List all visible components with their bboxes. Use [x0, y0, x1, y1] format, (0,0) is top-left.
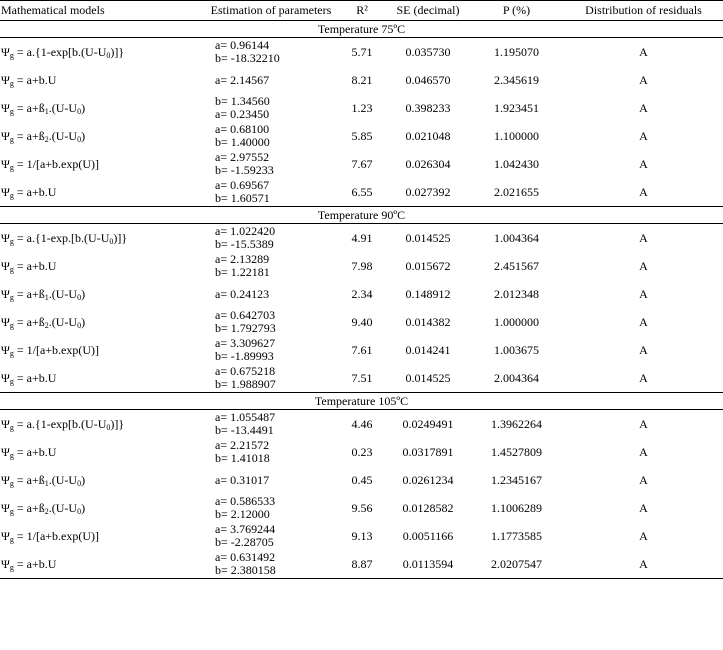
params-cell: [205, 550, 337, 579]
model-cell: $\Psi_g = a.\{1-\exp[b.(U-U_0)]\}$: [1, 416, 125, 432]
model-cell: $\Psi_g = a+b.U$: [1, 444, 57, 460]
params-cell: [205, 522, 337, 550]
se-cell: 0.026304: [405, 156, 451, 171]
se-cell: 0.0249491: [402, 416, 454, 431]
model-cell: $\Psi_g = a.\{1-\exp[b.(U-U_0)]\}$: [1, 44, 125, 60]
p-cell: 1.3962264: [491, 416, 542, 431]
model-cell: $\Psi_g = a+b.U$: [0, 178, 205, 207]
model-cell: $\Psi_g = a+b.U$: [1, 72, 57, 88]
model-cell: $\Psi_g$ = $a+ß_2.(U-U_0)$: [1, 128, 86, 144]
dist-cell: A: [639, 444, 648, 459]
p-cell: 1.1006289: [491, 500, 542, 515]
model-cell: $\Psi_g$ = $a+ß_2.(U-U_0)$: [1, 314, 86, 330]
table-row: [0, 280, 723, 308]
param-line-1: a= 0.31017: [215, 472, 270, 487]
dist-cell: A: [639, 72, 648, 87]
se-cell: 0.0128582: [402, 500, 454, 515]
p-cell: 1.042430: [494, 156, 539, 171]
dist-cell: A: [639, 286, 648, 301]
section-title: Temperature 105ºC: [0, 393, 723, 410]
param-line-1: b= 1.34560: [215, 94, 270, 108]
r2-cell: 9.56: [351, 500, 373, 515]
se-cell: 0.014525: [387, 364, 469, 393]
se-cell: 0.014525: [405, 230, 451, 245]
param-line-2: b= -2.28705: [215, 535, 274, 549]
r2-cell: 9.13: [351, 528, 373, 543]
dist-cell: A: [639, 342, 648, 357]
r2-cell: 4.46: [351, 416, 373, 431]
param-line-1: a= 0.24123: [215, 286, 270, 301]
p-cell: 1.2345167: [491, 472, 542, 487]
param-line-2: b= -1.89993: [215, 349, 274, 363]
se-cell: 0.014382: [405, 314, 451, 329]
p-cell: 2.345619: [494, 72, 539, 87]
model-cell: $\Psi_g$ = $a+ß_1.(U-U_0)$: [1, 472, 86, 488]
table-row: [0, 336, 723, 364]
param-line-2: b= 1.40000: [215, 135, 270, 149]
param-line-1: a= 0.69567: [215, 178, 270, 192]
param-line-1: a= 2.14567: [215, 72, 270, 87]
se-cell: 0.046570: [405, 72, 451, 87]
model-cell: $\Psi_g = a+b.U$: [0, 550, 205, 579]
param-line-2: b= 1.60571: [215, 191, 270, 205]
params-cell: [205, 122, 337, 150]
p-cell: 1.195070: [494, 44, 539, 59]
table-row: [0, 38, 723, 67]
dist-cell: A: [639, 156, 648, 171]
params-cell: [205, 224, 337, 253]
table-row: [0, 150, 723, 178]
param-line-1: a= 2.13289: [215, 252, 270, 266]
dist-cell: A: [564, 550, 723, 579]
se-cell: 0.021048: [405, 128, 451, 143]
se-cell: 0.0051166: [402, 528, 454, 543]
dist-cell: A: [639, 472, 648, 487]
params-cell: [205, 178, 337, 207]
dist-cell: A: [639, 44, 648, 59]
table-row: [0, 522, 723, 550]
section-title: Temperature 90ºC: [0, 207, 723, 224]
model-cell: $\Psi_g = 1/[a+b.\exp(U)]$: [1, 342, 100, 358]
r2-cell: 8.21: [351, 72, 373, 87]
r2-cell: 8.87: [337, 550, 387, 579]
params-cell: [205, 364, 337, 393]
params-cell: [205, 66, 337, 94]
params-cell: [205, 252, 337, 280]
p-cell: 2.451567: [494, 258, 539, 273]
dist-cell: A: [639, 100, 648, 115]
r2-cell: 5.85: [351, 128, 373, 143]
r2-cell: 7.98: [351, 258, 373, 273]
table-row: [0, 438, 723, 466]
params-cell: [205, 438, 337, 466]
table-row: [0, 122, 723, 150]
p-cell: 1.923451: [494, 100, 539, 115]
section-header-row: [0, 393, 723, 410]
header-row: [0, 1, 723, 21]
model-cell: $\Psi_g$ = $a+ß_2.(U-U_0)$: [1, 500, 86, 516]
param-line-1: a= 0.631492: [215, 550, 276, 564]
header-se: SE (decimal): [387, 1, 469, 21]
params-cell: [205, 410, 337, 439]
model-cell: $\Psi_g = 1/[a+b.\exp(U)]$: [1, 156, 100, 172]
p-cell: 2.012348: [494, 286, 539, 301]
params-cell: [205, 466, 337, 494]
header-model: Mathematical models: [0, 1, 205, 21]
param-line-1: a= 0.586533: [215, 494, 276, 508]
p-cell: 1.003675: [494, 342, 539, 357]
param-line-1: a= 1.055487: [215, 410, 276, 424]
dist-cell: A: [639, 230, 648, 245]
param-line-1: a= 0.642703: [215, 308, 276, 322]
section-header-row: [0, 21, 723, 38]
model-cell: $\Psi_g$ = $a+ß_1.(U-U_0)$: [1, 100, 86, 116]
param-line-2: b= -13.4491: [215, 423, 274, 437]
params-cell: [205, 494, 337, 522]
param-line-1: a= 0.96144: [215, 38, 270, 52]
dist-cell: A: [639, 416, 648, 431]
section-header-row: [0, 207, 723, 224]
table-row: [0, 466, 723, 494]
param-line-2: b= 1.22181: [215, 265, 270, 279]
model-cell: $\Psi_g = 1/[a+b.\exp(U)]$: [1, 528, 100, 544]
r2-cell: 7.61: [351, 342, 373, 357]
r2-cell: 5.71: [351, 44, 373, 59]
table-row: [0, 308, 723, 336]
p-cell: 1.004364: [494, 230, 539, 245]
params-cell: [205, 280, 337, 308]
param-line-2: b= -1.59233: [215, 163, 274, 177]
dist-cell: A: [564, 364, 723, 393]
se-cell: 0.0261234: [402, 472, 454, 487]
param-line-2: b= -15.5389: [215, 237, 274, 251]
se-cell: 0.0317891: [402, 444, 454, 459]
se-cell: 0.015672: [405, 258, 451, 273]
param-line-2: b= 1.792793: [215, 321, 276, 335]
p-cell: 2.021655: [469, 178, 564, 207]
section-title: Temperature 75ºC: [0, 21, 723, 38]
table-row: [0, 66, 723, 94]
table-row: [0, 178, 723, 207]
p-cell: 1.4527809: [491, 444, 542, 459]
table-body: [0, 21, 723, 579]
dist-cell: A: [564, 178, 723, 207]
se-cell: 0.0113594: [387, 550, 469, 579]
param-line-1: a= 3.769244: [215, 522, 276, 536]
header-params: Estimation of parameters: [205, 1, 337, 21]
dist-cell: A: [639, 500, 648, 515]
p-cell: 2.004364: [469, 364, 564, 393]
param-line-2: b= 1.988907: [215, 377, 276, 391]
p-cell: 2.0207547: [469, 550, 564, 579]
params-cell: [205, 94, 337, 122]
model-cell: $\Psi_g = a.\{1-\exp.[b.(U-U_0)]\}$: [1, 230, 128, 246]
table-row: [0, 410, 723, 439]
r2-cell: 0.23: [351, 444, 373, 459]
param-line-2: b= 2.12000: [215, 507, 270, 521]
param-line-2: a= 0.23450: [215, 107, 270, 121]
r2-cell: 7.67: [351, 156, 373, 171]
model-cell: $\Psi_g$ = $a+ß_1.(U-U_0)$: [1, 286, 86, 302]
header-r2: R²: [337, 1, 387, 21]
r2-cell: 2.34: [351, 286, 373, 301]
table-row: [0, 252, 723, 280]
r2-cell: 9.40: [351, 314, 373, 329]
dist-cell: A: [639, 128, 648, 143]
se-cell: 0.035730: [405, 44, 451, 59]
p-cell: 1.100000: [494, 128, 539, 143]
table-row: [0, 550, 723, 579]
r2-cell: 0.45: [351, 472, 373, 487]
model-cell: $\Psi_g = a+b.U$: [1, 258, 57, 274]
param-line-1: a= 2.21572: [215, 438, 270, 452]
table-row: [0, 364, 723, 393]
params-cell: [205, 308, 337, 336]
model-cell: $\Psi_g = a+b.U$: [0, 364, 205, 393]
param-line-1: a= 2.97552: [215, 150, 270, 164]
params-cell: [205, 336, 337, 364]
dist-cell: A: [639, 258, 648, 273]
header-dist: Distribution of residuals: [564, 1, 723, 21]
p-cell: 1.1773585: [491, 528, 542, 543]
r2-cell: 7.51: [337, 364, 387, 393]
table-row: [0, 494, 723, 522]
param-line-1: a= 1.022420: [215, 224, 276, 238]
dist-cell: A: [639, 314, 648, 329]
r2-cell: 4.91: [351, 230, 373, 245]
r2-cell: 1.23: [351, 100, 373, 115]
table-row: [0, 224, 723, 253]
param-line-2: b= 1.41018: [215, 451, 270, 465]
params-cell: [205, 38, 337, 67]
param-line-1: a= 0.68100: [215, 122, 270, 136]
table-row: [0, 94, 723, 122]
param-line-2: b= -18.32210: [215, 51, 280, 65]
params-cell: [205, 150, 337, 178]
param-line-1: a= 3.309627: [215, 336, 276, 350]
p-cell: 1.000000: [494, 314, 539, 329]
se-cell: 0.148912: [405, 286, 451, 301]
param-line-2: b= 2.380158: [215, 563, 276, 577]
r2-cell: 6.55: [337, 178, 387, 207]
se-cell: 0.014241: [405, 342, 451, 357]
se-cell: 0.027392: [387, 178, 469, 207]
se-cell: 0.398233: [405, 100, 451, 115]
dist-cell: A: [639, 528, 648, 543]
header-p: P (%): [469, 1, 564, 21]
param-line-1: a= 0.675218: [215, 364, 276, 378]
